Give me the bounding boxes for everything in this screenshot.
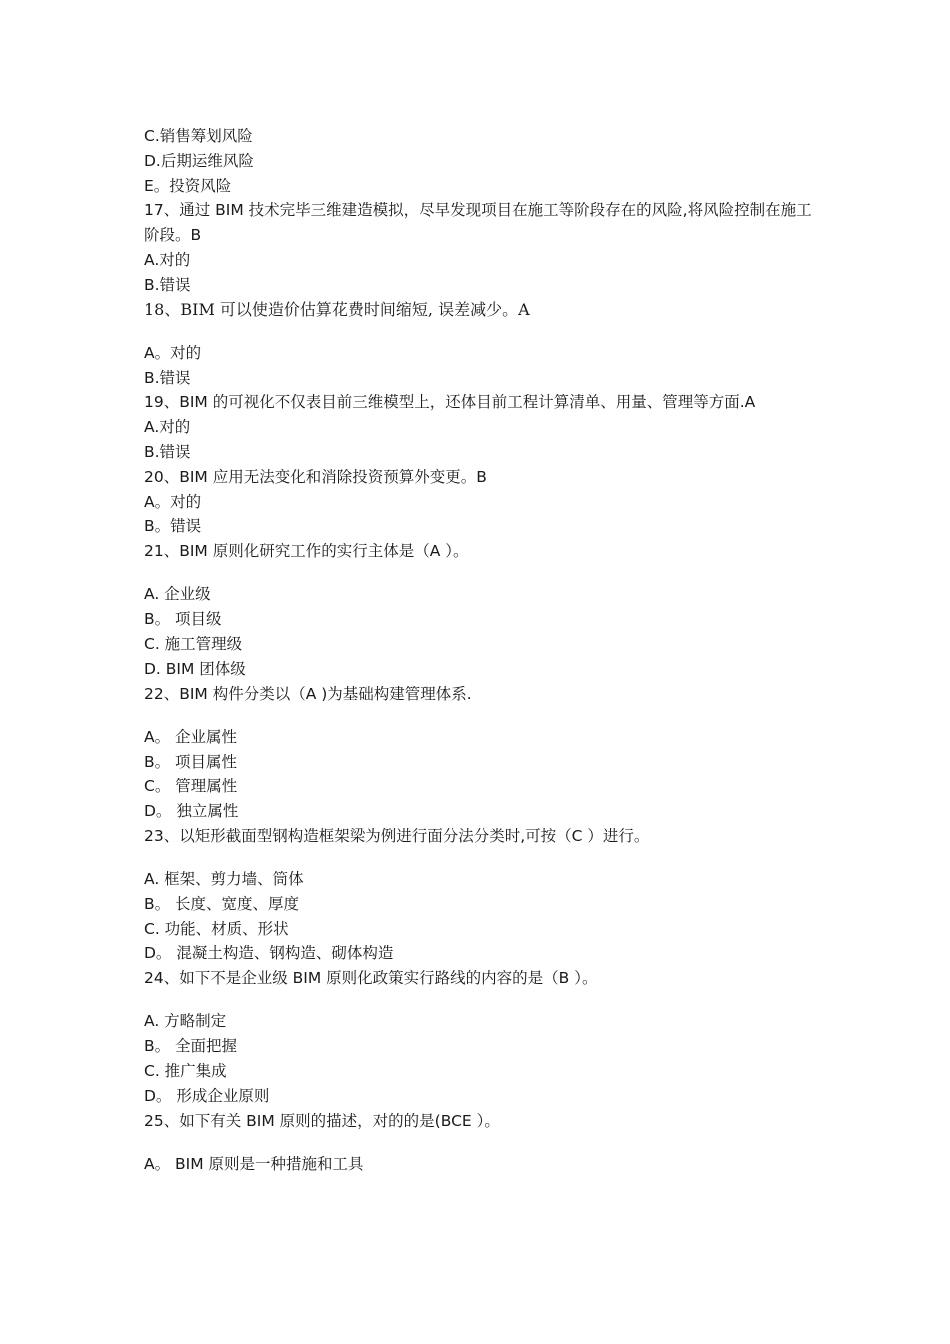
q23-option-c: C. 功能、材质、形状 bbox=[144, 919, 289, 938]
option-e-investment-risk: E。投资风险 bbox=[144, 176, 232, 195]
q19-option-b: B.错误 bbox=[144, 442, 191, 461]
document-body bbox=[144, 124, 824, 1177]
q20-option-a: A。对的 bbox=[144, 492, 202, 511]
spacer bbox=[144, 322, 824, 340]
q21-option-d: D. BIM 团体级 bbox=[144, 659, 246, 678]
q21-option-c: C. 施工管理级 bbox=[144, 634, 243, 653]
spacer bbox=[144, 706, 824, 724]
q23-option-a: A. 框架、剪力墙、筒体 bbox=[144, 870, 304, 889]
q20-option-b: B。错误 bbox=[144, 517, 202, 536]
q17-option-b: B.错误 bbox=[144, 275, 191, 294]
q17-option-a: A.对的 bbox=[144, 250, 191, 269]
q24-option-b: B。 全面把握 bbox=[144, 1037, 238, 1056]
q23-option-b: B。 长度、宽度、厚度 bbox=[144, 894, 300, 913]
q18-option-b: B.错误 bbox=[144, 368, 191, 387]
option-d-operation-risk: D.后期运维风险 bbox=[144, 151, 254, 170]
q24-option-a: A. 方略制定 bbox=[144, 1012, 227, 1031]
spacer bbox=[144, 849, 824, 867]
question-19: 19、BIM 的可视化不仅表目前三维模型上，还体目前工程计算清单、用量、管理等方面.A bbox=[144, 393, 756, 412]
q18-option-a: A。对的 bbox=[144, 343, 202, 362]
question-23: 23、以矩形截面型钢构造框架梁为例进行面分法分类时,可按（C ）进行。 bbox=[144, 826, 650, 845]
question-25: 25、如下有关 BIM 原则的描述，对的的是(BCE ）。 bbox=[144, 1111, 500, 1130]
spacer bbox=[144, 564, 824, 582]
option-c-sales-risk: C.销售筹划风险 bbox=[144, 127, 253, 145]
q21-option-b: B。 项目级 bbox=[144, 610, 222, 629]
spacer bbox=[144, 991, 824, 1009]
question-21: 21、BIM 原则化研究工作的实行主体是（A ）。 bbox=[144, 542, 469, 561]
q22-option-c: C。 管理属性 bbox=[144, 777, 238, 796]
question-20: 20、BIM 应用无法变化和消除投资预算外变更。B bbox=[144, 467, 487, 486]
q25-option-a: A。 BIM 原则是一种措施和工具 bbox=[144, 1154, 364, 1173]
question-18: 18、BIM 可以使造价估算花费时间缩短, 误差减少。A bbox=[144, 299, 530, 319]
spacer bbox=[144, 1133, 824, 1151]
question-24: 24、如下不是企业级 BIM 原则化政策实行路线的内容的是（B ）。 bbox=[144, 969, 598, 988]
question-17: 17、通过 BIM 技术完毕三维建造模拟，尽早发现项目在施工等阶段存在的风险,将风险控制在施工阶段。B bbox=[144, 201, 812, 245]
q24-option-d: D。 形成企业原则 bbox=[144, 1086, 270, 1105]
q21-option-a: A. 企业级 bbox=[144, 585, 211, 604]
q23-option-d: D。 混凝土构造、钢构造、砌体构造 bbox=[144, 944, 394, 963]
q22-option-a: A。 企业属性 bbox=[144, 727, 238, 746]
q19-option-a: A.对的 bbox=[144, 418, 191, 437]
q22-option-d: D。 独立属性 bbox=[144, 802, 239, 821]
question-22: 22、BIM 构件分类以（A )为基础构建管理体系. bbox=[144, 684, 472, 703]
q22-option-b: B。 项目属性 bbox=[144, 752, 238, 771]
q24-option-c: C. 推广集成 bbox=[144, 1062, 227, 1081]
